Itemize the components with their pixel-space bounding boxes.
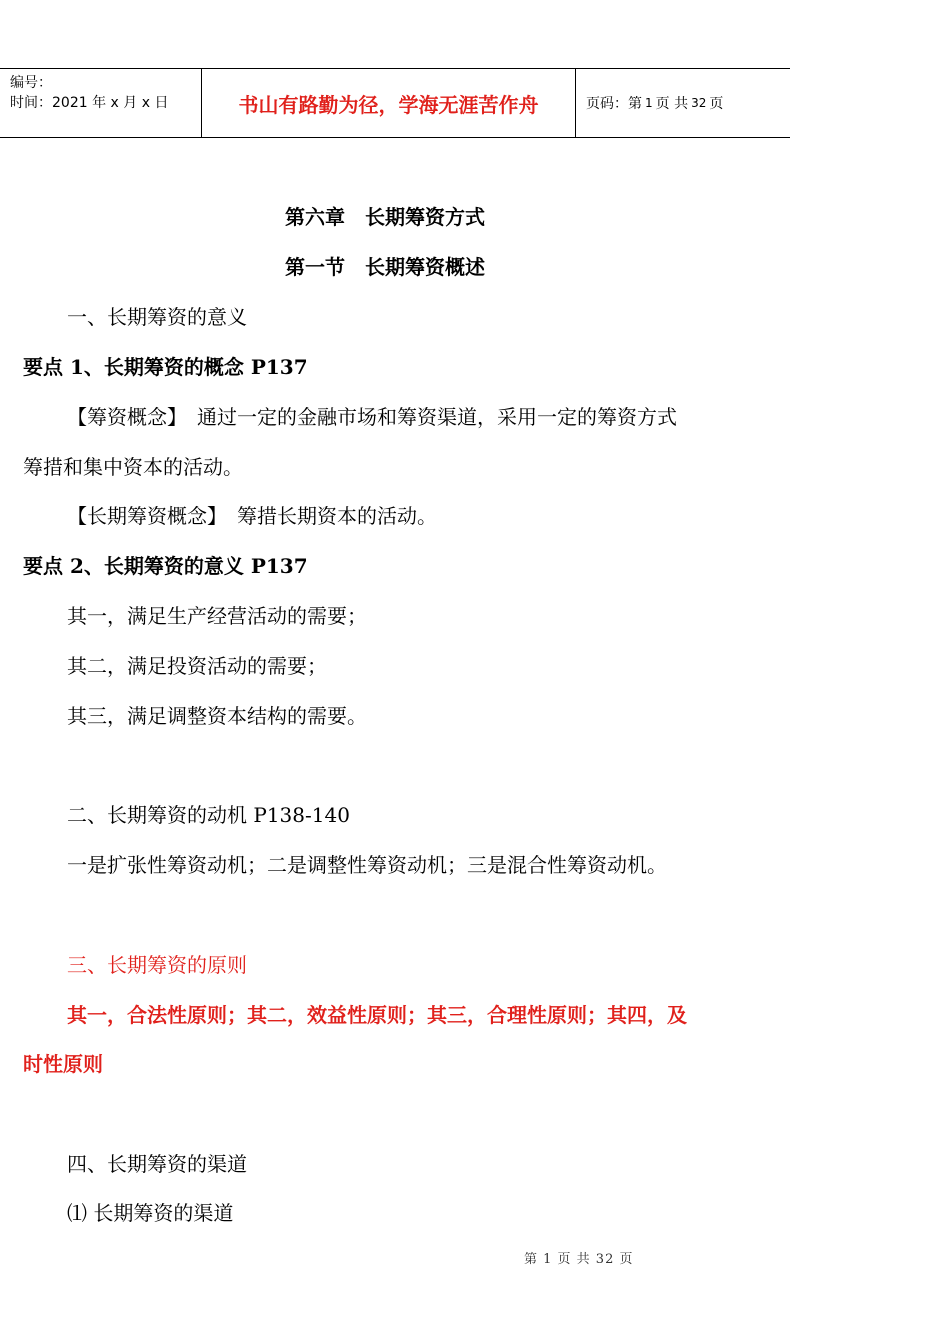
header-page-cell bbox=[576, 69, 790, 137]
section-title: 第一节 长期筹资概述 bbox=[285, 255, 485, 279]
point-1: 要点 1、长期筹资的概念 P137 bbox=[23, 355, 308, 379]
concept-2: 【长期筹资概念】 筹措长期资本的活动。 bbox=[67, 504, 437, 528]
motive-text: 一是扩张性筹资动机；二是调整性筹资动机；三是混合性筹资动机。 bbox=[67, 853, 667, 877]
meaning-3: 其三，满足调整资本结构的需要。 bbox=[67, 704, 367, 728]
page-total: 32 bbox=[691, 96, 707, 110]
principles-line-1: 其一，合法性原则；其二，效益性原则；其三，合理性原则；其四，及 bbox=[67, 1003, 687, 1027]
chapter-title: 第六章 长期筹资方式 bbox=[285, 205, 485, 229]
point-2: 要点 2、长期筹资的意义 P137 bbox=[23, 554, 308, 578]
header-motto-cell bbox=[202, 69, 576, 137]
header-table bbox=[0, 68, 790, 138]
concept-1-line-1: 【筹资概念】 通过一定的金融市场和筹资渠道，采用一定的筹资方式 bbox=[67, 405, 677, 429]
heading-1: 一、长期筹资的意义 bbox=[67, 305, 247, 329]
page-prefix: 页码：第 bbox=[586, 96, 642, 112]
time-label: 时间：2021 年 x 月 x 日 bbox=[10, 95, 169, 111]
principles-line-2: 时性原则 bbox=[23, 1052, 103, 1076]
serial-label: 编号： bbox=[10, 75, 52, 91]
meaning-2: 其二，满足投资活动的需要； bbox=[67, 654, 327, 678]
page-suffix: 页 bbox=[709, 96, 724, 112]
heading-2: 二、长期筹资的动机 P138-140 bbox=[67, 803, 350, 827]
page-footer: 第 1 页 共 32 页 bbox=[524, 1252, 634, 1267]
heading-3: 三、长期筹资的原则 bbox=[67, 953, 247, 977]
header-info-cell bbox=[0, 69, 202, 137]
concept-1-line-2: 筹措和集中资本的活动。 bbox=[23, 455, 243, 479]
heading-4: 四、长期筹资的渠道 bbox=[67, 1152, 247, 1176]
page-mid: 页 共 bbox=[655, 96, 689, 112]
meaning-1: 其一，满足生产经营活动的需要； bbox=[67, 604, 367, 628]
motto: 书山有路勤为径，学海无涯苦作舟 bbox=[238, 92, 539, 117]
page-number: 1 bbox=[645, 96, 653, 110]
subheading-1: ⑴ 长期筹资的渠道 bbox=[67, 1201, 234, 1225]
